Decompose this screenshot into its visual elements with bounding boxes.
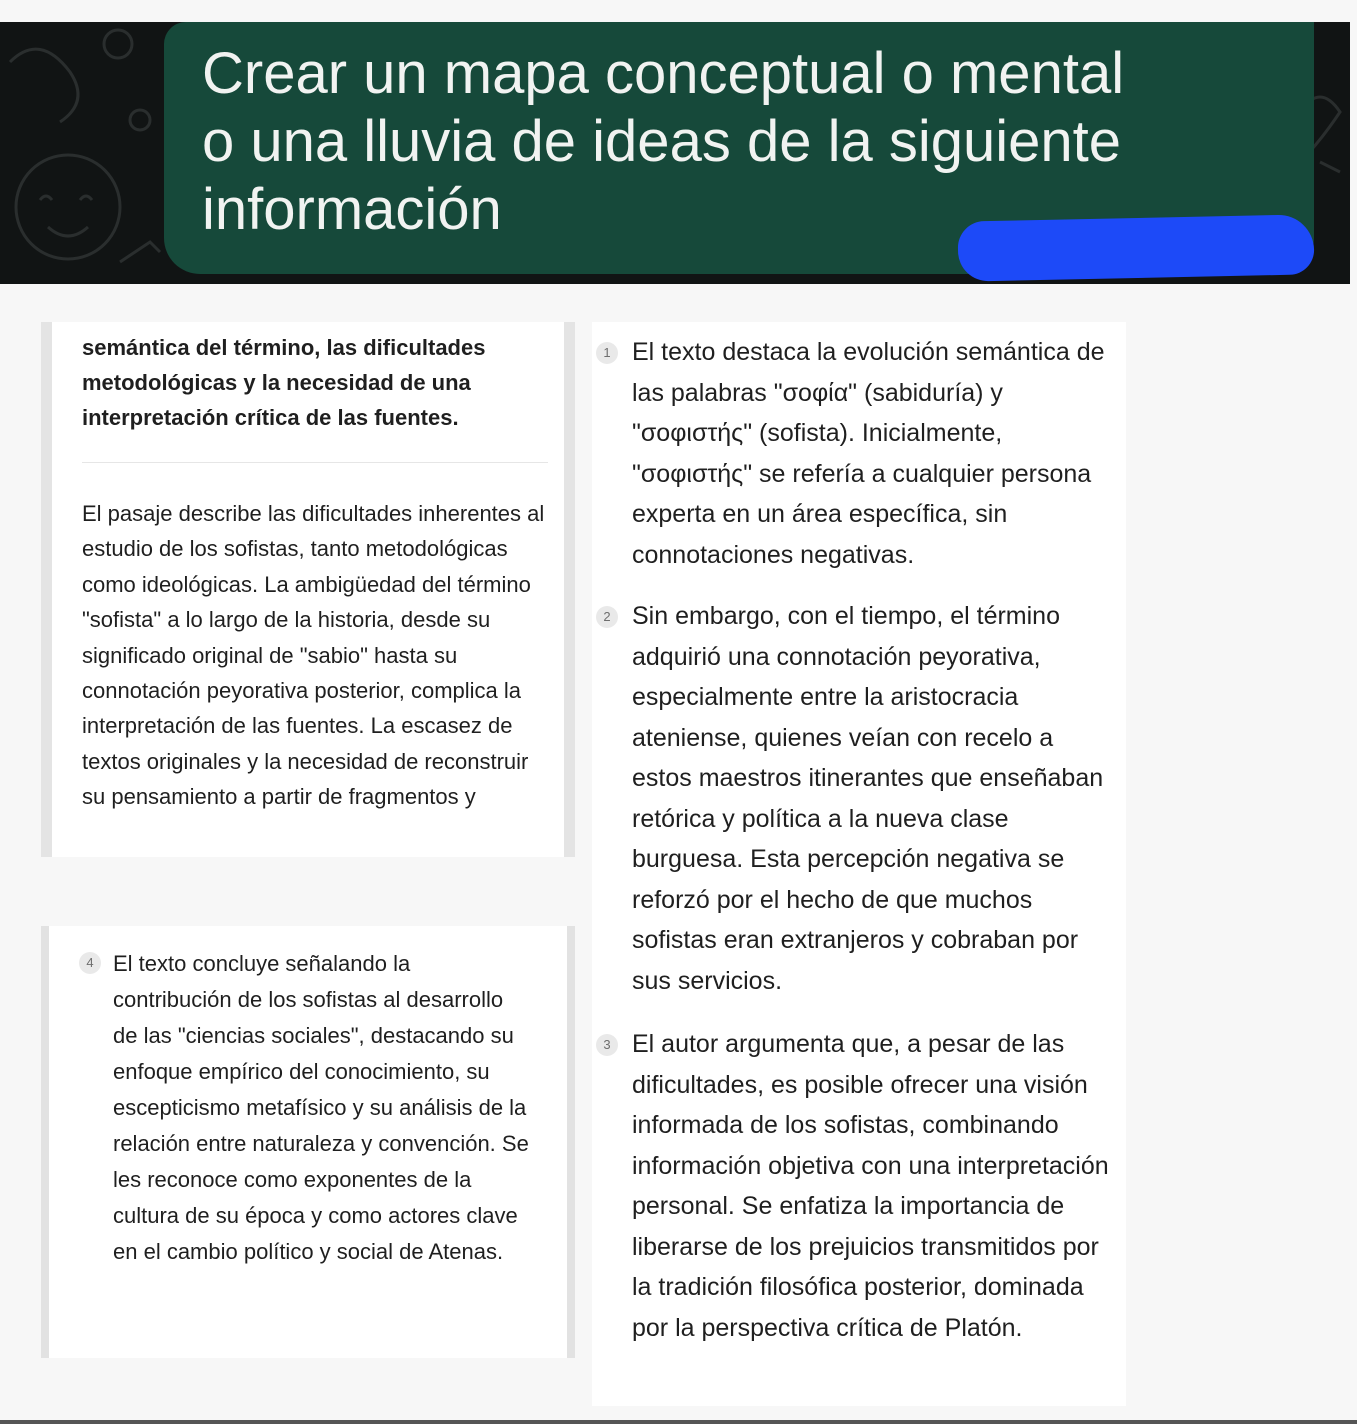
message-title-line-1: Crear un mapa conceptual o mental: [202, 41, 1125, 106]
item-text: El autor argumenta que, a pesar de las dificultades, es posible ofrecer una visión informada de los sofistas, combinando información objetiva con una interpretación personal. Se enfatiza la importancia de liberarse de los prejuicios transmitidos por la tradición filosófica posterior, dominada por la perspectiva crítica de Platón.: [632, 1030, 1109, 1342]
item-number-badge: 4: [79, 952, 101, 974]
list-item: [596, 596, 1118, 1001]
divider: [82, 462, 548, 463]
list-item: [79, 946, 549, 1270]
summary-bold-text: semántica del término, las dificultades metodológicas y la necesidad de una interpretación crítica de las fuentes.: [82, 335, 486, 430]
summary-card-left-top: [41, 322, 575, 857]
summary-body-text: El pasaje describe las dificultades inherentes al estudio de los sofistas, tanto metodológicas como ideológicas. La ambigüedad del término "sofista" a lo largo de la historia, desde su significado original de "sabio" hasta su connotación peyorativa posterior, complica la interpretación de las fuentes. La escasez de textos originales y la necesidad de reconstruir su pensamiento a partir de fragmentos y: [82, 501, 545, 810]
list-item: [596, 1024, 1118, 1348]
message-title: [202, 40, 1262, 244]
message-title-line-2: o una lluvia de ideas de la siguiente: [202, 109, 1121, 174]
summary-card-left-bottom: [41, 926, 575, 1358]
message-title-line-3: información: [202, 177, 502, 242]
redaction-scribble: [957, 214, 1314, 281]
item-text: El texto concluye señalando la contribución de los sofistas al desarrollo de las "ciencias sociales", destacando su enfoque empírico del conocimiento, su escepticismo metafísico y su análisis de la relación entre naturaleza y convención. Se les reconoce como exponentes de la cultura de su época y como actores clave en el cambio político y social de Atenas.: [113, 951, 529, 1264]
chat-banner: [0, 22, 1350, 284]
item-text: Sin embargo, con el tiempo, el término adquirió una connotación peyorativa, especialmente entre la aristocracia ateniense, quienes veían con recelo a estos maestros itinerantes que enseñaban retórica y política a la nueva clase burguesa. Esta percepción negativa se reforzó por el hecho de que muchos sofistas eran extranjeros y cobraban por sus servicios.: [632, 602, 1104, 995]
item-text: El texto destaca la evolución semántica de las palabras "σοφία" (sabiduría) y "σοφιστής" (sofista). Inicialmente, "σοφιστής" se refería a cualquier persona experta en un área específica, sin connotaciones negativas.: [632, 338, 1105, 569]
item-number-badge: 3: [596, 1034, 618, 1056]
summary-card-right: [592, 322, 1126, 1406]
bottom-edge: [0, 1420, 1357, 1424]
list-item: [596, 332, 1118, 575]
item-number-badge: 2: [596, 606, 618, 628]
item-number-badge: 1: [596, 342, 618, 364]
